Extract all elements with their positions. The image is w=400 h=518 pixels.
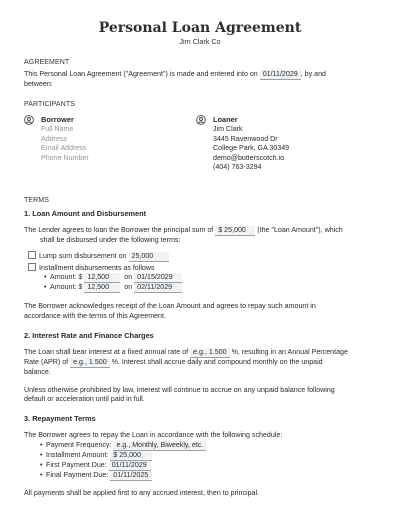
terms-label: TERMS [24,196,49,204]
agreement-label: AGREEMENT [24,58,70,66]
installment-1-date-field[interactable]: 01/15/2029 [134,273,182,283]
apr-field[interactable]: e.g., 1.500 [70,358,110,368]
borrower-block [24,115,204,173]
installment-item: • Amount: $ 12,500 on 02/11/2029 [28,283,376,293]
document-subtitle: Jim Clark Co [179,37,221,46]
participants-section [24,100,376,173]
installment-item: • Amount: $ 12,500 on 01/15/2029 [28,273,376,283]
list-item: • Payment Frequency: e.g., Monthly, Biweekly, etc. [40,441,376,451]
installment-1-amount-field[interactable]: 12,500 [84,273,120,283]
installment-amount-field[interactable]: $ 25,000 [110,451,152,461]
borrower-full-name-field[interactable]: Full Name [41,124,74,133]
installment-2-date-field[interactable]: 02/11/2029 [134,283,182,293]
annual-rate-field[interactable]: e.g., 1.500 [190,348,230,358]
installment-checkbox[interactable] [28,263,36,271]
loaner-email: demo@butterscotch.io [213,153,285,162]
payment-frequency-field[interactable]: e.g., Monthly, Biweekly, etc. [113,441,206,451]
first-payment-field[interactable]: 01/11/2029 [109,461,151,471]
loaner-heading: Loaner [213,115,238,125]
list-item: • First Payment Due: 01/11/2029 [40,461,376,471]
list-item: • Final Payment Due: 01/11/2025 [40,471,376,481]
borrower-email-field[interactable]: Email Address [41,144,87,153]
section2-heading: 2. Interest Rate and Finance Charges [24,330,154,340]
document-title: Personal Loan Agreement [98,20,302,36]
installment-2-amount-field[interactable]: 12,500 [84,283,120,293]
section2-default-paragraph: Unless otherwise prohibited by law, interest will continue to accrue on any unpaid balance following default or acceleration until paid in full. [24,385,335,404]
principal-field[interactable]: $ 25,000 [215,226,255,236]
loaner-street: 3445 Ravenwood Dr [213,134,278,143]
user-icon [196,115,206,125]
agreement-section [24,58,376,90]
borrower-phone-field[interactable]: Phone Number [41,153,89,162]
loaner-block [196,115,376,173]
disbursement-options [24,251,376,294]
terms-section [24,196,376,499]
loaner-name: Jim Clark [213,124,243,133]
installment-row: Installment disbursements as follows [28,263,376,274]
list-item: • Installment Amount: $ 25,000 [40,451,376,461]
section1-paragraph: The Lender agrees to loan the Borrower the principal sum of $ 25,000 (the "Loan Amount"), which shall be disbursed under the following terms: [24,226,343,245]
lump-sum-field[interactable]: 25,000 [129,252,169,262]
agreement-text: This Personal Loan Agreement ("Agreement") is made and entered into on 01/11/2029 , by and between: [24,70,326,89]
repayment-schedule [24,441,376,481]
section3-heading: 3. Repayment Terms [24,413,96,423]
loaner-city: College Park, GA 30349 [213,144,290,153]
lump-sum-row: Lump sum disbursement on 25,000 [28,251,376,262]
section1-acknowledgement: The Borrower acknowledges receipt of the Loan Amount and agrees to repay such amount in accordance with the terms of this Agreement. [24,302,316,320]
agreement-date-field[interactable]: 01/11/2029 [260,70,301,80]
section3-trailing: All payments shall be applied first to any accrued interest, then to principal. [24,489,260,498]
section2-paragraph: The Loan shall bear interest at a fixed annual rate of e.g., 1.500 %, resulting in an Annual Percentage Rate (APR) of e.g., 1.500 %. Interest shall accrue daily and compound monthly on the unpaid balance. [24,348,348,377]
borrower-heading: Borrower [41,115,74,125]
lump-sum-checkbox[interactable] [28,251,36,259]
user-icon [24,115,34,125]
final-payment-field[interactable]: 01/11/2025 [110,471,152,481]
section3-intro: The Borrower agrees to repay the Loan in accordance with the following schedule: [24,431,283,440]
borrower-address-field[interactable]: Address [41,134,68,143]
participants-label: PARTICIPANTS [24,100,75,108]
loaner-phone: (404) 763-3294 [213,163,262,172]
section1-heading: 1. Loan Amount and Disbursement [24,208,147,218]
